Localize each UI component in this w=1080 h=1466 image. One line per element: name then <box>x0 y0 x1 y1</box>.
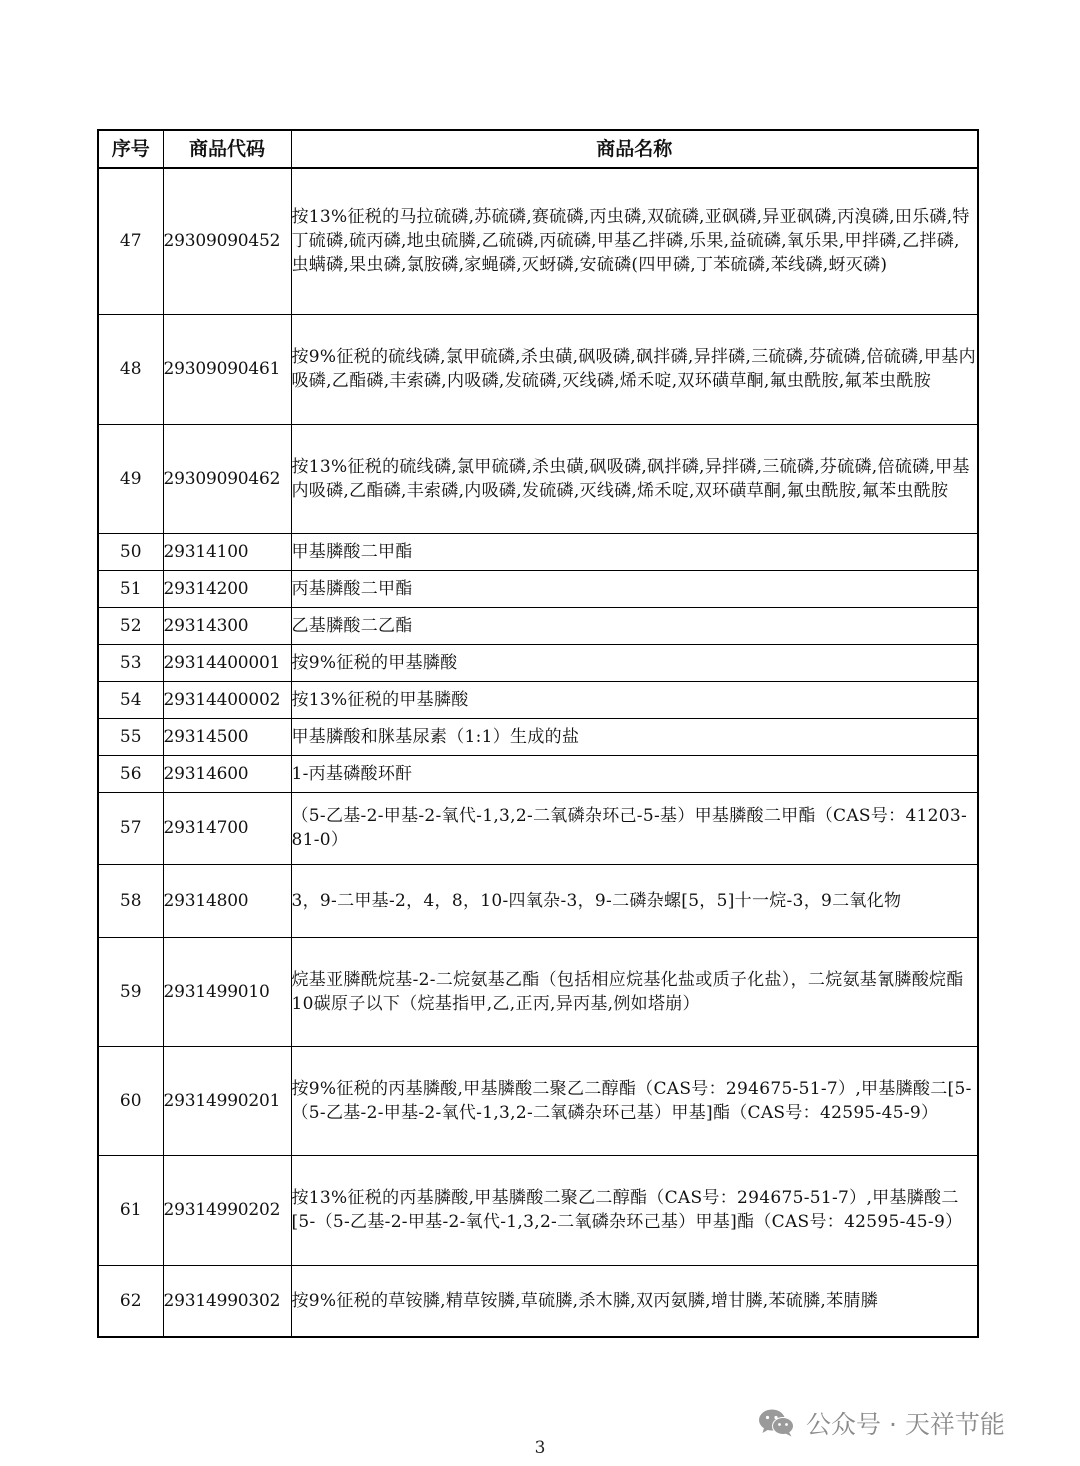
row-product-code: 29309090462 <box>163 424 291 533</box>
row-product-code: 29314100 <box>163 533 291 570</box>
header-serial-number: 序号 <box>98 130 163 168</box>
row-product-code: 29314990302 <box>163 1265 291 1337</box>
row-product-code: 29314400001 <box>163 644 291 681</box>
row-product-name: 甲基膦酸和脒基尿素（1:1）生成的盐 <box>291 718 978 755</box>
row-product-name: （5-乙基-2-甲基-2-氧代-1,3,2-二氧磷杂环己-5-基）甲基膦酸二甲酯（CAS号：41203-81-0） <box>291 792 978 864</box>
row-product-name: 按9%征税的丙基膦酸,甲基膦酸二聚乙二醇酯（CAS号：294675-51-7）,甲基膦酸二[5-（5-乙基-2-甲基-2-氧代-1,3,2-二氧磷杂环己基）甲基]酯（CAS号：42595-45-9） <box>291 1046 978 1155</box>
watermark-text: 公众号 · 天祥节能 <box>806 1410 1005 1439</box>
row-serial-number: 58 <box>98 864 163 937</box>
row-product-code: 29314990201 <box>163 1046 291 1155</box>
row-product-name: 烷基亚膦酰烷基-2-二烷氨基乙酯（包括相应烷基化盐或质子化盐），二烷氨基氰膦酸烷酯10碳原子以下（烷基指甲,乙,正丙,异丙基,例如塔崩） <box>291 937 978 1046</box>
row-product-code: 29309090452 <box>163 168 291 314</box>
row-product-name: 3，9-二甲基-2，4，8，10-四氧杂-3，9-二磷杂螺[5，5]十一烷-3，9二氧化物 <box>291 864 978 937</box>
row-product-code: 29314800 <box>163 864 291 937</box>
wechat-watermark <box>758 1405 1005 1441</box>
table-row <box>98 1155 978 1265</box>
row-serial-number: 48 <box>98 314 163 424</box>
row-product-name: 按9%征税的甲基膦酸 <box>291 644 978 681</box>
row-product-code: 29314300 <box>163 607 291 644</box>
row-product-name: 按13%征税的丙基膦酸,甲基膦酸二聚乙二醇酯（CAS号：294675-51-7）,甲基膦酸二[5-（5-乙基-2-甲基-2-氧代-1,3,2-二氧磷杂环己基）甲基]酯（CAS号：42595-45-9） <box>291 1155 978 1265</box>
table-row <box>98 644 978 681</box>
row-serial-number: 59 <box>98 937 163 1046</box>
row-serial-number: 55 <box>98 718 163 755</box>
goods-table <box>97 129 979 1338</box>
row-product-name: 按9%征税的草铵膦,精草铵膦,草硫膦,杀木膦,双丙氨膦,增甘膦,苯硫膦,苯腈膦 <box>291 1265 978 1337</box>
table-row <box>98 864 978 937</box>
table-header-row <box>98 130 978 168</box>
row-serial-number: 61 <box>98 1155 163 1265</box>
row-product-code: 2931499010 <box>163 937 291 1046</box>
row-serial-number: 52 <box>98 607 163 644</box>
table-row <box>98 1265 978 1337</box>
table-row <box>98 314 978 424</box>
row-product-code: 29314600 <box>163 755 291 792</box>
row-product-name: 乙基膦酸二乙酯 <box>291 607 978 644</box>
header-product-name: 商品名称 <box>291 130 978 168</box>
row-product-name: 按13%征税的硫线磷,氯甲硫磷,杀虫磺,砜吸磷,砜拌磷,异拌磷,三硫磷,芬硫磷,倍硫磷,甲基内吸磷,乙酯磷,丰索磷,内吸磷,发硫磷,灭线磷,烯禾啶,双环磺草酮,氟虫酰胺,氟苯虫酰胺 <box>291 424 978 533</box>
table-row <box>98 937 978 1046</box>
table-row <box>98 718 978 755</box>
row-product-name: 按9%征税的硫线磷,氯甲硫磷,杀虫磺,砜吸磷,砜拌磷,异拌磷,三硫磷,芬硫磷,倍硫磷,甲基内吸磷,乙酯磷,丰索磷,内吸磷,发硫磷,灭线磷,烯禾啶,双环磺草酮,氟虫酰胺,氟苯虫酰胺 <box>291 314 978 424</box>
row-product-code: 29314700 <box>163 792 291 864</box>
row-serial-number: 60 <box>98 1046 163 1155</box>
table-row <box>98 755 978 792</box>
table-row <box>98 607 978 644</box>
table-row <box>98 681 978 718</box>
table-row <box>98 792 978 864</box>
row-serial-number: 50 <box>98 533 163 570</box>
row-serial-number: 51 <box>98 570 163 607</box>
row-product-code: 29314990202 <box>163 1155 291 1265</box>
wechat-icon <box>758 1408 796 1438</box>
row-serial-number: 47 <box>98 168 163 314</box>
row-product-name: 丙基膦酸二甲酯 <box>291 570 978 607</box>
row-product-name: 按13%征税的甲基膦酸 <box>291 681 978 718</box>
row-product-name: 1-丙基磷酸环酐 <box>291 755 978 792</box>
row-product-code: 29314400002 <box>163 681 291 718</box>
row-serial-number: 57 <box>98 792 163 864</box>
row-serial-number: 53 <box>98 644 163 681</box>
row-serial-number: 62 <box>98 1265 163 1337</box>
row-product-name: 甲基膦酸二甲酯 <box>291 533 978 570</box>
table-row <box>98 1046 978 1155</box>
row-product-code: 29314500 <box>163 718 291 755</box>
table-row <box>98 168 978 314</box>
row-product-code: 29309090461 <box>163 314 291 424</box>
table-row <box>98 570 978 607</box>
row-product-name: 按13%征税的马拉硫磷,苏硫磷,赛硫磷,丙虫磷,双硫磷,亚砜磷,异亚砜磷,丙溴磷,田乐磷,特丁硫磷,硫丙磷,地虫硫膦,乙硫磷,丙硫磷,甲基乙拌磷,乐果,益硫磷,氧乐果,甲拌磷,乙拌磷,虫螨磷,果虫磷,氯胺磷,家蝇磷,灭蚜磷,安硫磷(四甲磷,丁苯硫磷,苯线磷,蚜灭磷) <box>291 168 978 314</box>
row-serial-number: 56 <box>98 755 163 792</box>
row-serial-number: 54 <box>98 681 163 718</box>
row-product-code: 29314200 <box>163 570 291 607</box>
row-serial-number: 49 <box>98 424 163 533</box>
header-product-code: 商品代码 <box>163 130 291 168</box>
page-number: 3 <box>534 1438 546 1458</box>
table-row <box>98 424 978 533</box>
table-row <box>98 533 978 570</box>
